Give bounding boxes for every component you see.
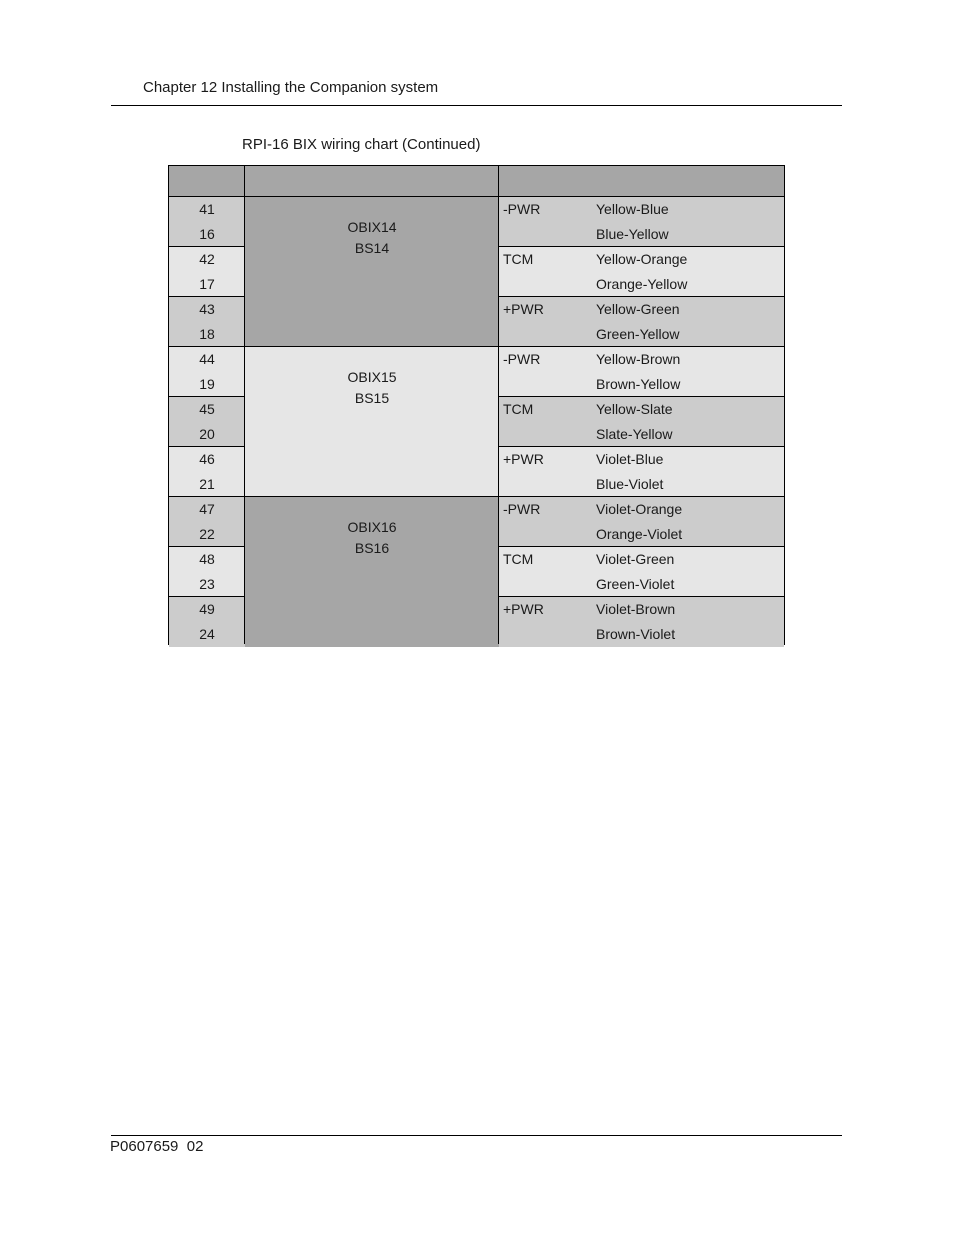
header-cell-block — [245, 166, 499, 197]
block-name: OBIX16 — [347, 519, 397, 535]
wire-color: Yellow-Orange — [596, 251, 688, 267]
wire-color: Brown-Yellow — [596, 376, 681, 392]
signal-label: TCM — [503, 251, 534, 267]
wire-color: Slate-Yellow — [596, 426, 673, 442]
signal-label: -PWR — [503, 501, 541, 517]
wire-color: Violet-Blue — [596, 451, 664, 467]
pin-number: 20 — [199, 426, 215, 442]
block-bs: BS14 — [354, 240, 390, 256]
block-label — [245, 517, 499, 559]
column-divider — [244, 166, 245, 644]
block-label — [245, 217, 499, 259]
block-name: OBIX14 — [347, 219, 397, 235]
wire-color: Orange-Violet — [596, 526, 683, 542]
pin-number: 21 — [199, 476, 215, 492]
wire-color: Brown-Violet — [596, 626, 676, 642]
signal-label: -PWR — [503, 201, 541, 217]
wiring-chart-table — [168, 165, 785, 645]
block-bs: BS16 — [354, 540, 390, 556]
document-number: P0607659 02 — [110, 1138, 204, 1155]
wire-color: Orange-Yellow — [596, 276, 688, 292]
wire-color: Violet-Green — [596, 551, 675, 567]
pin-number: 49 — [199, 601, 215, 617]
wire-color: Violet-Orange — [596, 501, 683, 517]
block-name: OBIX15 — [347, 369, 397, 385]
column-divider — [498, 166, 499, 644]
wire-color: Yellow-Brown — [596, 351, 681, 367]
header-divider — [111, 105, 842, 106]
wire-color: Yellow-Green — [596, 301, 680, 317]
pin-number: 43 — [199, 301, 215, 317]
pin-number: 42 — [199, 251, 215, 267]
pin-number: 44 — [199, 351, 215, 367]
pin-number: 18 — [199, 326, 215, 342]
wire-color: Yellow-Slate — [596, 401, 673, 417]
wire-color: Green-Yellow — [596, 326, 680, 342]
header-cell-wire — [499, 166, 784, 197]
pin-number: 41 — [199, 201, 215, 217]
pin-number: 47 — [199, 501, 215, 517]
pin-number: 17 — [199, 276, 215, 292]
block-label — [245, 367, 499, 409]
wire-color: Green-Violet — [596, 576, 675, 592]
footer-divider — [111, 1135, 842, 1136]
pin-number: 45 — [199, 401, 215, 417]
signal-label: TCM — [503, 401, 534, 417]
header-cell-pin — [169, 166, 245, 197]
pin-number: 46 — [199, 451, 215, 467]
pin-number: 22 — [199, 526, 215, 542]
pin-number: 48 — [199, 551, 215, 567]
wire-color: Yellow-Blue — [596, 201, 669, 217]
signal-label: +PWR — [503, 301, 544, 317]
chapter-header: Chapter 12 Installing the Companion system — [143, 79, 439, 96]
table-caption: RPI-16 BIX wiring chart (Continued) — [242, 136, 481, 153]
signal-label: +PWR — [503, 451, 544, 467]
wire-color: Blue-Yellow — [596, 226, 669, 242]
signal-label: TCM — [503, 551, 534, 567]
signal-label: +PWR — [503, 601, 544, 617]
pin-number: 23 — [199, 576, 215, 592]
pin-number: 19 — [199, 376, 215, 392]
block-bs: BS15 — [354, 390, 390, 406]
signal-label: -PWR — [503, 351, 541, 367]
wire-color: Blue-Violet — [596, 476, 664, 492]
pin-number: 24 — [199, 626, 215, 642]
wire-color: Violet-Brown — [596, 601, 676, 617]
pin-number: 16 — [199, 226, 215, 242]
